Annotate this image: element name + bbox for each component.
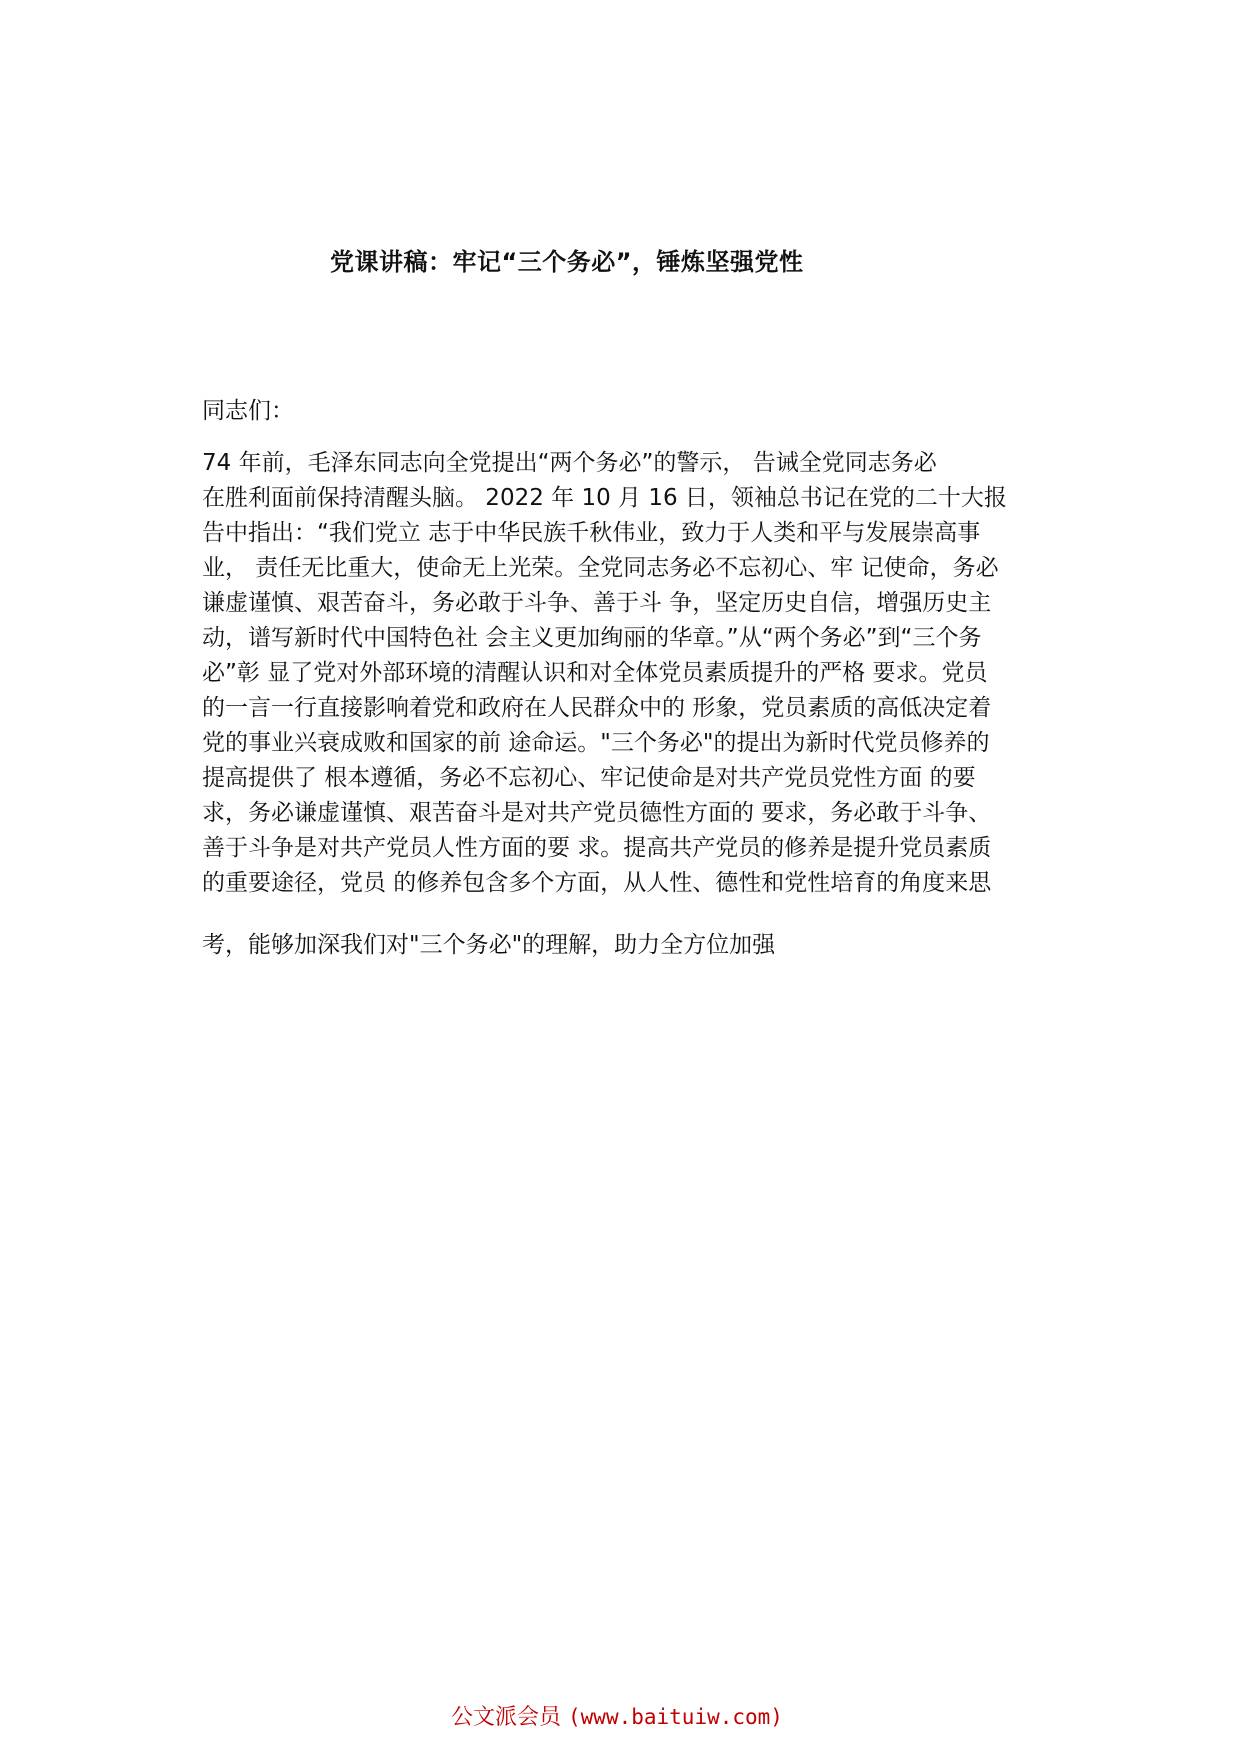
body-line: 在胜利面前保持清醒头脑。 2022 年 10 月 16 日，领袖总书记在党的二十大报 [202,485,1007,511]
footer-watermark [451,1700,783,1731]
footer-label: 公文派会员 [451,1705,562,1730]
body-line: 考，能够加深我们对"三个务必"的理解，助力全方位加强 [202,932,776,958]
body-line: 的一言一行直接影响着党和政府在人民群众中的 形象，党员素质的高低决定着 [202,695,992,721]
body-line: 74 年前，毛泽东同志向全党提出“两个务必”的警示， 告诫全党同志务必 [202,450,937,476]
body-line: 谦虚谨慎、艰苦奋斗，务必敢于斗争、善于斗 争，坚定历史自信，增强历史主 [202,590,992,616]
body-line: 动，谱写新时代中国特色社 会主义更加绚丽的华章。”从“两个务必”到“三个务 [202,625,982,651]
body-line: 告中指出：“我们党立 志于中华民族千秋伟业，致力于人类和平与发展崇高事 [202,520,981,546]
body-line: 党的事业兴衰成败和国家的前 途命运。"三个务必"的提出为新时代党员修养的 [202,730,990,756]
body-line: 业， 责任无比重大，使命无上光荣。全党同志务必不忘初心、牢 记使命，务必 [202,555,999,581]
body-line: 的重要途径，党员 的修养包含多个方面，从人性、德性和党性培育的角度来思 [202,870,992,896]
body-line: 提高提供了 根本遵循，务必不忘初心、牢记使命是对共产党员党性方面 的要 [202,765,976,791]
page-title: 党课讲稿：牢记“三个务必”，锤炼坚强党性 [330,248,804,276]
body-line: 求，务必谦虚谨慎、艰苦奋斗是对共产党员德性方面的 要求，务必敢于斗争、 [202,800,992,826]
footer-url: (www.baituiw.com) [568,1705,783,1729]
body-line: 善于斗争是对共产党员人性方面的要 求。提高共产党员的修养是提升党员素质 [202,835,992,861]
salutation: 同志们： [202,398,294,424]
body-line: 必”彰 显了党对外部环境的清醒认识和对全体党员素质提升的严格 要求。党员 [202,660,988,686]
